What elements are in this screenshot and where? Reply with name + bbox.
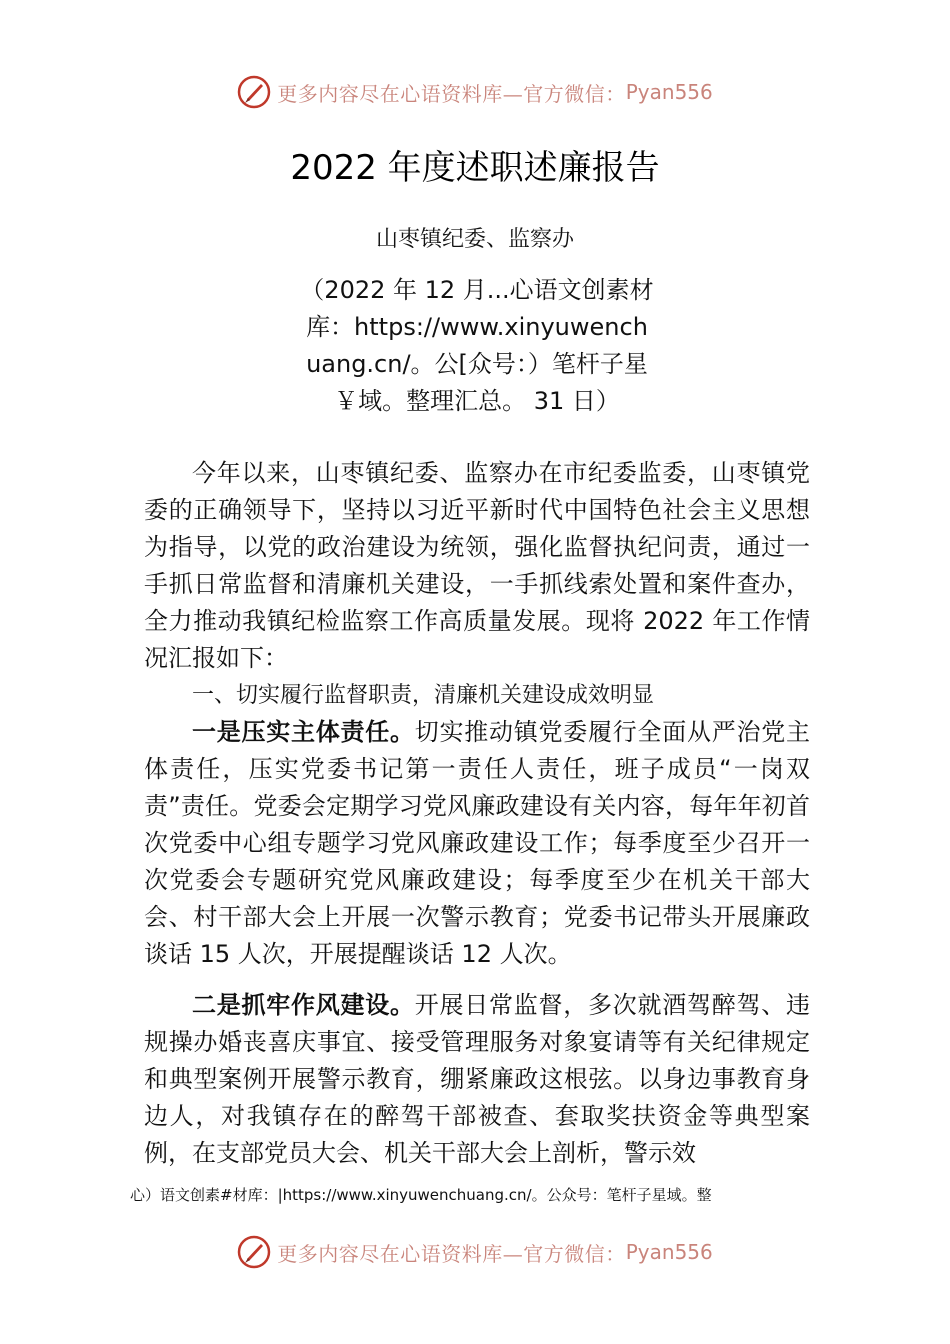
header-banner [0,72,950,112]
paragraph-2-lead: 二是抓牢作风建设。 [192,991,415,1019]
document-author: 山枣镇纪委、监察办 [375,227,574,252]
meta-line: （2022 年 12 月...心语文创素材 [300,276,654,304]
document-body [144,455,810,1172]
document-title: 2022 年度述职述廉报告 [290,148,660,188]
meta-line: uang.cn/。公[众号：）笔杆子星 [306,350,648,378]
intro-paragraph: 今年以来，山枣镇纪委、监察办在市纪委监委，山枣镇党委的正确领导下，坚持以习近平新时代中国特色社会主义思想为指导，以党的政治建设为统领，强化监督执纪问责，通过一手抓日常监督和清廉机关建设，一手抓线索处置和案件查办，全力推动我镇纪检监察工作高质量发展。现将 2022 年工作情况汇报如下： [144,459,810,672]
paragraph-2-text: 开展日常监督，多次就酒驾醉驾、违规操办婚丧喜庆事宜、接受管理服务对象宴请等有关纪律规定和典型案例开展警示教育，绷紧廉政这根弦。以身边事教育身边人，对我镇存在的醉驾干部被查、套取奖扶资金等典型案例，在支部党员大会、机关干部大会上剖析，警示效 [144,991,810,1167]
banner-text: 更多内容尽在心语资料库—官方微信： [277,1241,626,1266]
footer-banner [0,1232,950,1272]
pen-nib-logo-icon [237,1235,271,1269]
paragraph-1 [144,714,810,973]
section-heading: 一、切实履行监督职责，清廉机关建设成效明显 [192,683,655,708]
banner-handle: Pyan556 [625,80,713,104]
document-meta [282,272,672,420]
banner-text: 更多内容尽在心语资料库—官方微信： [277,81,626,106]
paragraph-1-text: 切实推动镇党委履行全面从严治党主体责任，压实党委书记第一责任人责任，班子成员“一岗双责”责任。党委会定期学习党风廉政建设有关内容，每年年初首次党委中心组专题学习党风廉政建设工作；每季度至少召开一次党委会专题研究党风廉政建设；每季度至少在机关干部大会、村干部大会上开展一次警示教育；党委书记带头开展廉政谈话 15 人次，开展提醒谈话 12 人次。 [144,718,810,968]
meta-line: ￥域。整理汇总。 31 日） [334,387,620,415]
pen-nib-logo-icon [237,75,271,109]
paragraph-1-lead: 一是压实主体责任。 [192,718,415,746]
paragraph-2 [144,987,810,1172]
banner-handle: Pyan556 [625,1240,713,1264]
meta-line: 库：https://www.xinyuwench [306,313,648,341]
footer-watermark: 心）语文创素#材库：|https://www.xinyuwenchuang.cn/。公众号：笔杆子星域。整 [130,1186,712,1204]
